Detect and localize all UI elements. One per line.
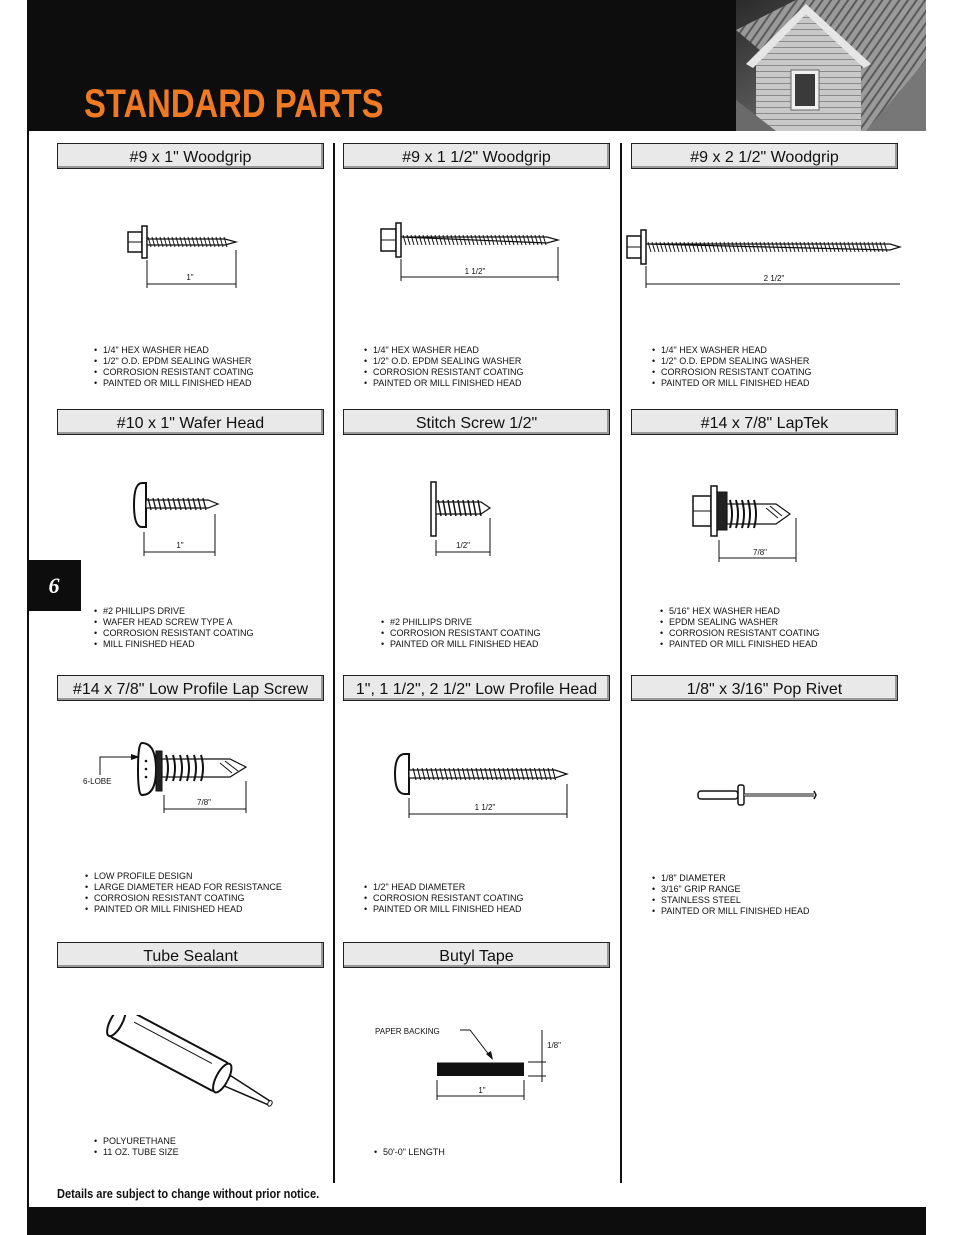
feature-item: • 1/4" HEX WASHER HEAD bbox=[652, 345, 812, 356]
feature-item: • CORROSION RESISTANT COATING bbox=[94, 628, 254, 639]
part-title: Tube Sealant bbox=[57, 942, 324, 968]
part-title: #9 x 2 1/2" Woodgrip bbox=[631, 143, 898, 169]
wafer-head-drawing bbox=[130, 478, 240, 558]
feature-list bbox=[94, 345, 254, 389]
feature-list bbox=[364, 882, 524, 915]
feature-item: • 50'-0" LENGTH bbox=[374, 1147, 445, 1158]
feature-item: • PAINTED OR MILL FINISHED HEAD bbox=[364, 904, 524, 915]
column-divider bbox=[333, 143, 335, 1183]
svg-text:PAPER BACKING: PAPER BACKING bbox=[375, 1027, 440, 1036]
feature-item: • #2 PHILLIPS DRIVE bbox=[381, 617, 541, 628]
feature-item: • LARGE DIAMETER HEAD FOR RESISTANCE bbox=[85, 882, 282, 893]
feature-item: • PAINTED OR MILL FINISHED HEAD bbox=[381, 639, 541, 650]
svg-text:1/2": 1/2" bbox=[456, 541, 470, 550]
feature-item: • CORROSION RESISTANT COATING bbox=[85, 893, 282, 904]
feature-item: • PAINTED OR MILL FINISHED HEAD bbox=[660, 639, 820, 650]
feature-item: • PAINTED OR MILL FINISHED HEAD bbox=[652, 378, 812, 389]
feature-item: • LOW PROFILE DESIGN bbox=[85, 871, 282, 882]
feature-list bbox=[660, 606, 820, 650]
stitch-screw-drawing bbox=[425, 478, 505, 558]
feature-item: • CORROSION RESISTANT COATING bbox=[364, 367, 524, 378]
low-profile-lap-screw-drawing bbox=[80, 735, 260, 825]
feature-list bbox=[652, 345, 812, 389]
woodgrip-1-5in-drawing bbox=[375, 215, 565, 285]
part-title: 1/8" x 3/16" Pop Rivet bbox=[631, 675, 898, 701]
svg-text:1/8": 1/8" bbox=[547, 1041, 561, 1050]
feature-item: • CORROSION RESISTANT COATING bbox=[381, 628, 541, 639]
woodgrip-2-5in-drawing bbox=[624, 222, 904, 292]
svg-text:7/8": 7/8" bbox=[197, 798, 211, 807]
feature-item: • CORROSION RESISTANT COATING bbox=[652, 367, 812, 378]
svg-text:6-LOBE: 6-LOBE bbox=[83, 777, 112, 786]
svg-text:1 1/2": 1 1/2" bbox=[464, 267, 486, 276]
feature-item: • 11 OZ. TUBE SIZE bbox=[94, 1147, 179, 1158]
feature-item: • MILL FINISHED HEAD bbox=[94, 639, 254, 650]
butyl-tape-drawing bbox=[370, 1020, 580, 1105]
column-divider bbox=[620, 143, 622, 1183]
feature-item: • 1/8" DIAMETER bbox=[652, 873, 810, 884]
laptek-drawing bbox=[688, 478, 808, 563]
feature-item: • CORROSION RESISTANT COATING bbox=[364, 893, 524, 904]
feature-item: • PAINTED OR MILL FINISHED HEAD bbox=[85, 904, 282, 915]
dimension-label: 1" bbox=[186, 273, 194, 282]
part-title: #9 x 1" Woodgrip bbox=[57, 143, 324, 169]
pop-rivet-drawing bbox=[694, 782, 824, 812]
feature-item: • 5/16" HEX WASHER HEAD bbox=[660, 606, 820, 617]
feature-item: • 1/4" HEX WASHER HEAD bbox=[94, 345, 254, 356]
feature-item: • 3/16" GRIP RANGE bbox=[652, 884, 810, 895]
svg-text:1": 1" bbox=[478, 1086, 486, 1095]
feature-item: • POLYURETHANE bbox=[94, 1136, 179, 1147]
feature-item: • PAINTED OR MILL FINISHED HEAD bbox=[364, 378, 524, 389]
svg-text:7/8": 7/8" bbox=[753, 548, 767, 557]
feature-item: • WAFER HEAD SCREW TYPE A bbox=[94, 617, 254, 628]
page-title: STANDARD PARTS bbox=[84, 82, 384, 126]
svg-text:1": 1" bbox=[176, 541, 184, 550]
feature-item: • 1/2" HEAD DIAMETER bbox=[364, 882, 524, 893]
disclaimer-note: Details are subject to change without prior notice. bbox=[57, 1186, 320, 1201]
part-title: #9 x 1 1/2" Woodgrip bbox=[343, 143, 610, 169]
woodgrip-1in-drawing bbox=[120, 220, 250, 290]
house-roof-photo bbox=[736, 0, 926, 131]
part-title: Butyl Tape bbox=[343, 942, 610, 968]
feature-item: • PAINTED OR MILL FINISHED HEAD bbox=[94, 378, 254, 389]
tube-sealant-drawing bbox=[90, 1015, 290, 1110]
svg-text:1 1/2": 1 1/2" bbox=[474, 803, 496, 812]
feature-list bbox=[374, 1147, 445, 1158]
page-footer-bar bbox=[27, 1207, 926, 1235]
feature-list bbox=[94, 1136, 179, 1158]
part-title: 1", 1 1/2", 2 1/2" Low Profile Head bbox=[343, 675, 610, 701]
feature-item: • CORROSION RESISTANT COATING bbox=[660, 628, 820, 639]
feature-item: • 1/2" O.D. EPDM SEALING WASHER bbox=[94, 356, 254, 367]
feature-item: • 1/2" O.D. EPDM SEALING WASHER bbox=[652, 356, 812, 367]
svg-text:2 1/2": 2 1/2" bbox=[763, 274, 785, 283]
feature-list bbox=[381, 617, 541, 650]
feature-item: • 1/2" O.D. EPDM SEALING WASHER bbox=[364, 356, 524, 367]
feature-list bbox=[94, 606, 254, 650]
feature-item: • CORROSION RESISTANT COATING bbox=[94, 367, 254, 378]
feature-item: • EPDM SEALING WASHER bbox=[660, 617, 820, 628]
part-title: Stitch Screw 1/2" bbox=[343, 409, 610, 435]
left-border bbox=[27, 131, 29, 1207]
page-header bbox=[27, 0, 926, 131]
feature-item: • 1/4" HEX WASHER HEAD bbox=[364, 345, 524, 356]
part-title: #14 x 7/8" Low Profile Lap Screw bbox=[57, 675, 324, 701]
feature-item: • #2 PHILLIPS DRIVE bbox=[94, 606, 254, 617]
part-title: #10 x 1" Wafer Head bbox=[57, 409, 324, 435]
low-profile-head-drawing bbox=[393, 748, 573, 818]
feature-item: • PAINTED OR MILL FINISHED HEAD bbox=[652, 906, 810, 917]
feature-list bbox=[85, 871, 282, 915]
feature-item: • STAINLESS STEEL bbox=[652, 895, 810, 906]
feature-list bbox=[364, 345, 524, 389]
part-title: #14 x 7/8" LapTek bbox=[631, 409, 898, 435]
section-tab: 6 bbox=[27, 560, 81, 611]
feature-list bbox=[652, 873, 810, 917]
